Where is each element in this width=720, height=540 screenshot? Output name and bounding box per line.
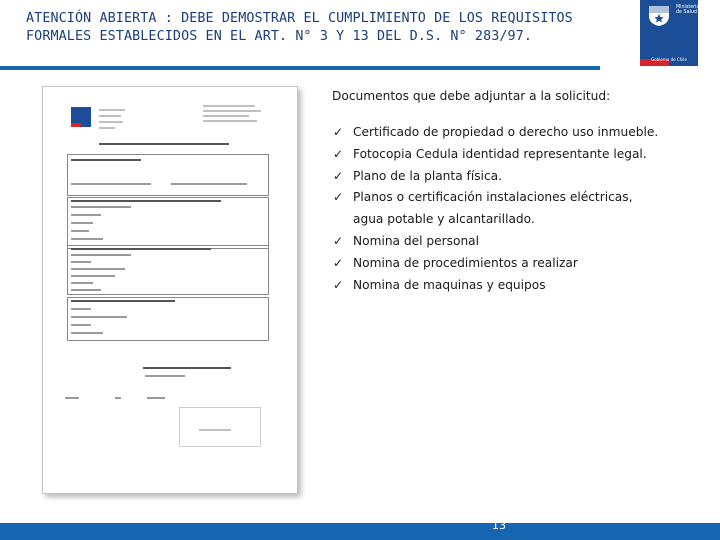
list-item-text: Nomina de maquinas y equipos [353,277,546,292]
list-item [333,253,713,275]
list-item-text: Fotocopia Cedula identidad representante legal. [353,146,647,161]
list-item [333,187,713,209]
page-title: ATENCIÓN ABIERTA : DEBE DEMOSTRAR EL CUMPLIMIENTO DE LOS REQUISITOS FORMALES ESTABLECIDOS EN EL ART. N° 3 Y 13 DEL D.S. N° 283/97. [26,11,573,44]
list-item-continuation [333,209,713,231]
checkmark-icon: ✓ [333,277,344,292]
list-item-text: agua potable y alcantarillado. [353,212,535,227]
checkmark-icon: ✓ [333,168,344,183]
documents-heading: Documentos que debe adjuntar a la solicitud: [332,89,611,103]
list-item-text: Planos o certificación instalaciones eléctricas, [353,190,633,205]
form-section-owner [67,245,269,295]
checkmark-icon: ✓ [333,146,344,161]
form-section-director [67,297,269,341]
checkmark-icon: ✓ [333,233,344,248]
coat-of-arms-icon [646,3,672,27]
title-underline [0,66,600,70]
checkmark-icon: ✓ [333,255,344,270]
form-section-establishment [67,197,269,249]
footer-bar [0,523,720,540]
logo-text: Ministerio de Salud [676,5,700,16]
list-item [333,144,713,166]
required-documents-list [333,122,713,296]
list-item [333,231,713,253]
checkmark-icon: ✓ [333,190,344,205]
checkmark-icon: ✓ [333,125,344,139]
list-item [333,122,713,144]
list-item [333,166,713,188]
list-item-text: Certificado de propiedad o derecho uso inmueble. [353,125,659,139]
page-number: 13 [492,519,506,532]
list-item-text: Nomina de procedimientos a realizar [353,255,578,270]
form-logo-icon [71,107,91,129]
list-item-text: Plano de la planta física. [353,168,502,183]
form-preview-image [42,86,298,494]
logo-subtitle: Gobierno de Chile [651,57,687,62]
list-item [333,275,713,297]
list-item-text: Nomina del personal [353,233,480,248]
